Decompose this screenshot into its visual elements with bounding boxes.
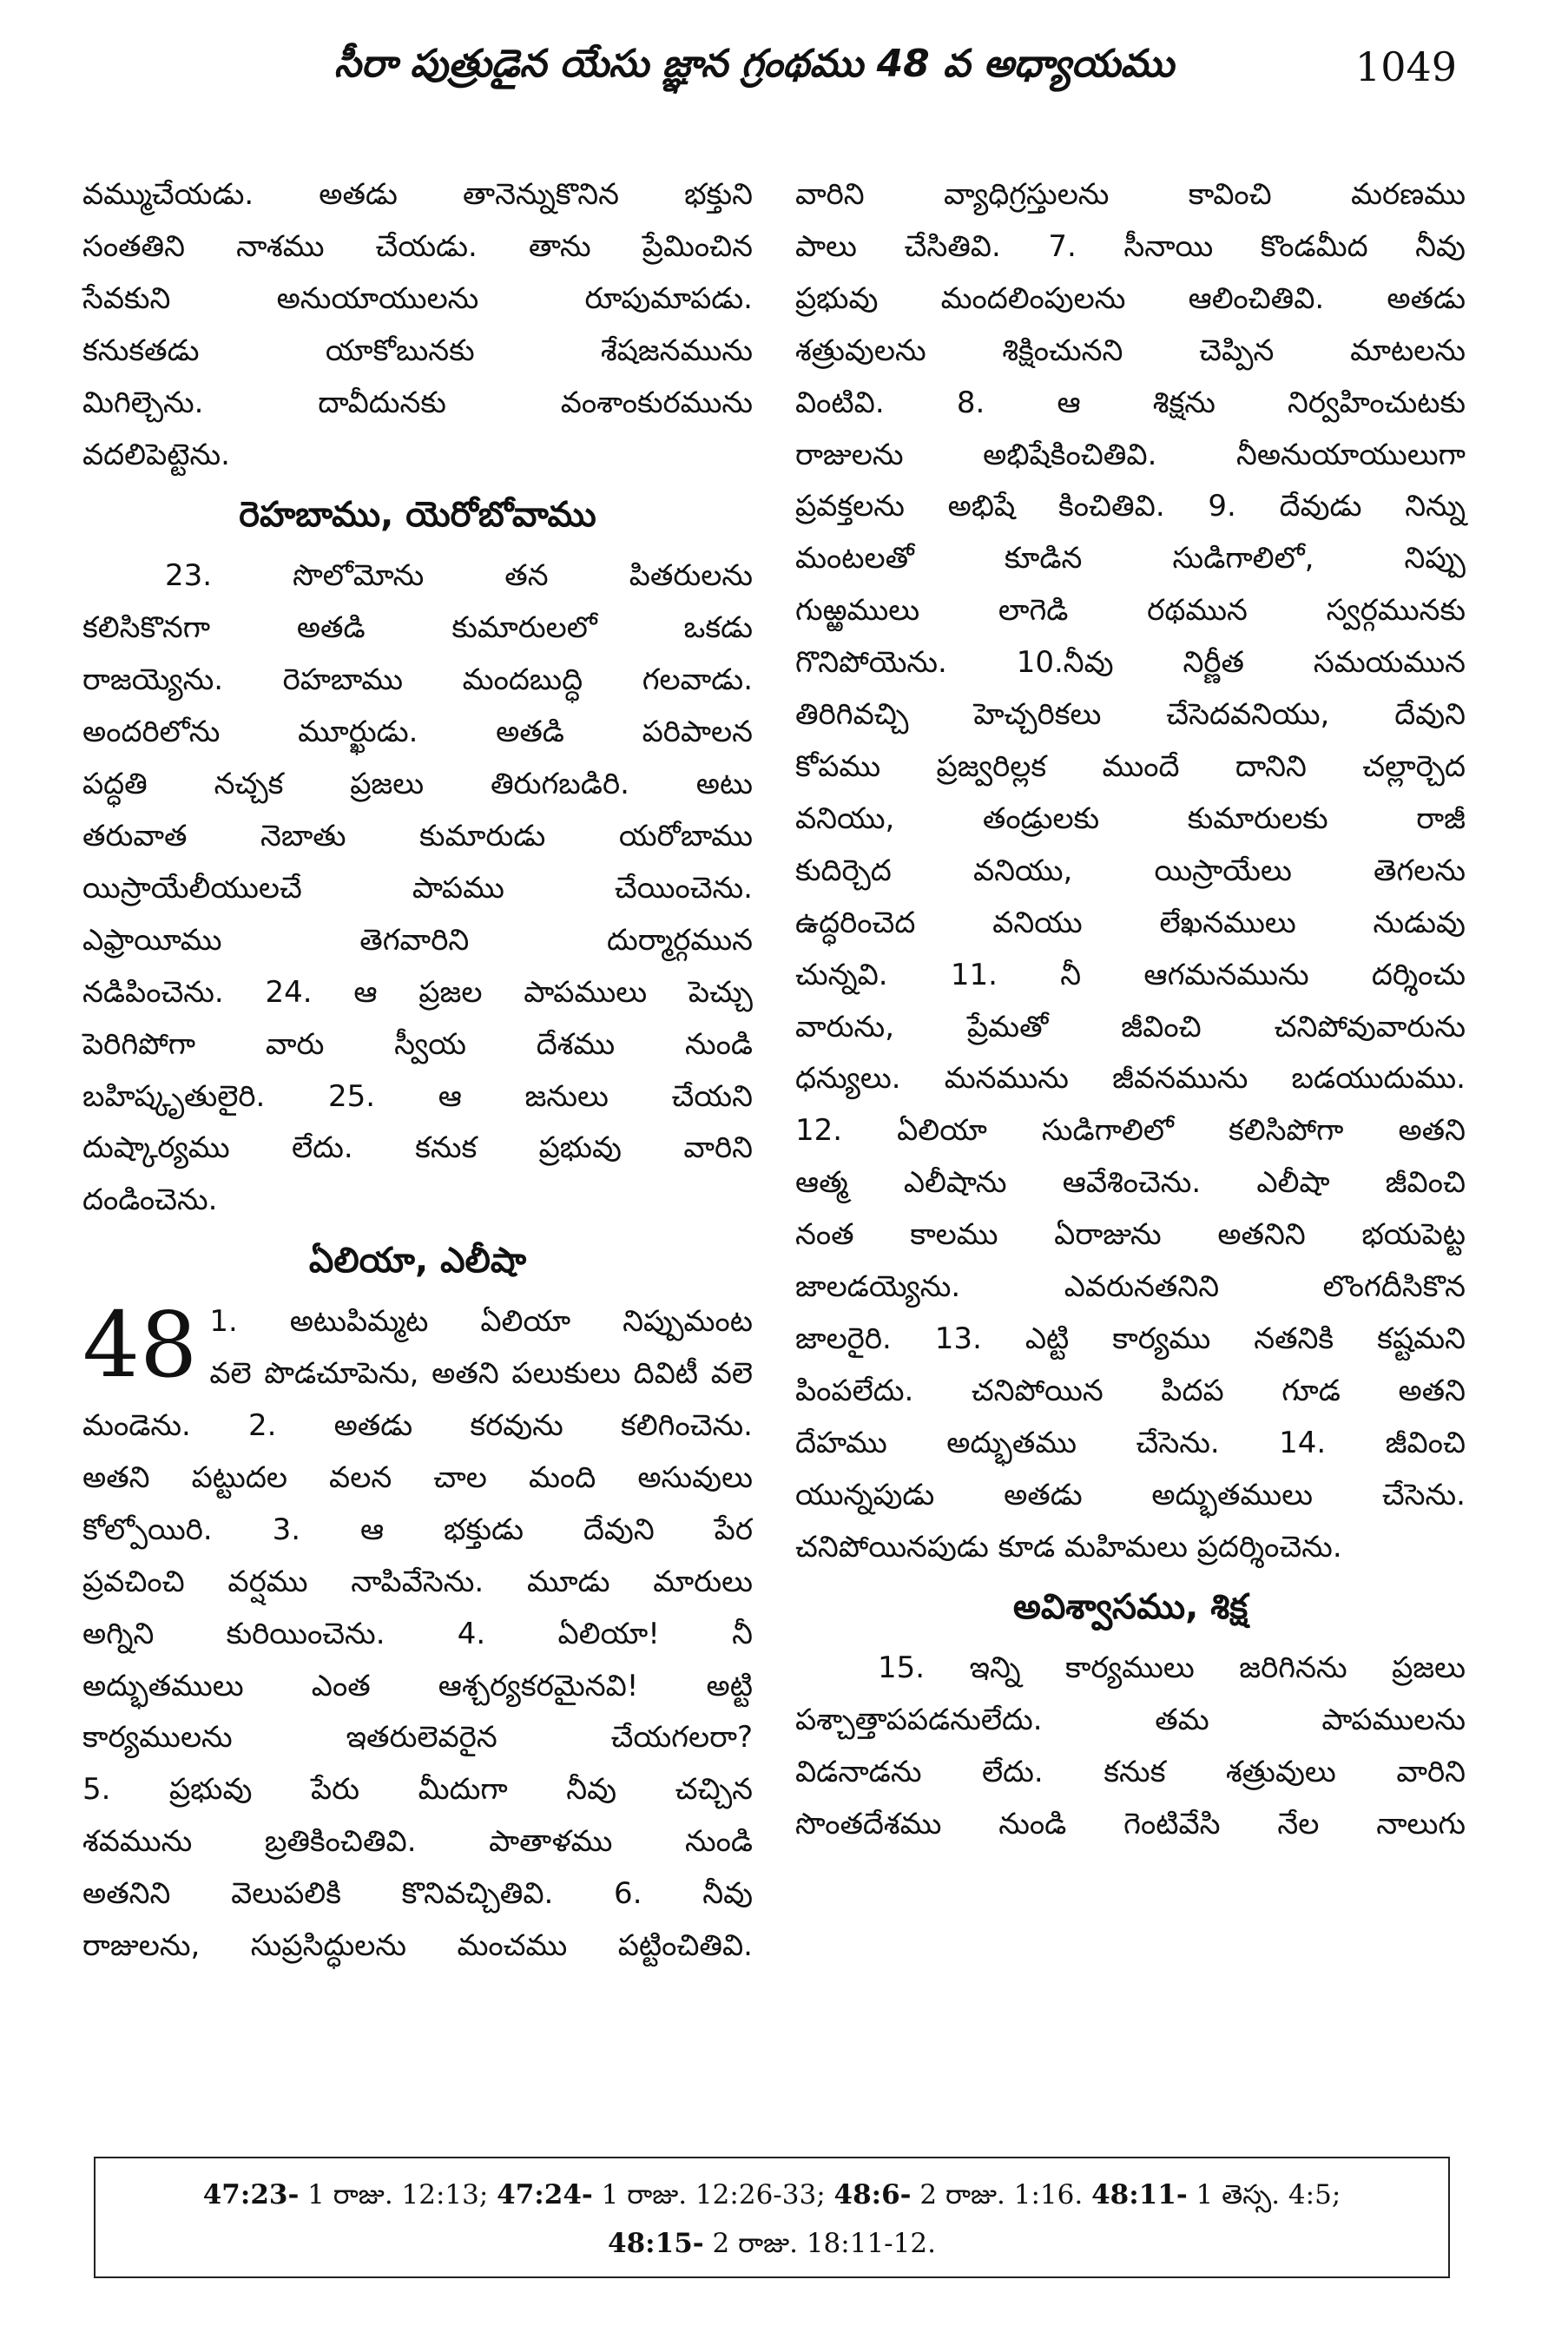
text-line: తరువాత నెబాతు కుమారుడు యరోబాము bbox=[82, 818, 753, 853]
text-line: రాజులను, సుప్రసిద్ధులను మంచము పట్టించితివి. bbox=[82, 1928, 753, 1964]
text-line: వలె పొడచూపెను, అతని పలుకులు దివిటీ వలె bbox=[209, 1356, 753, 1392]
text-line: కనుకతడు యాకోబునకు శేషజనమును bbox=[82, 333, 753, 368]
text-line: అందరిలోను మూర్ఖుడు. అతడి పరిపాలన bbox=[82, 715, 753, 750]
text-line: కోపము ప్రజ్వరిల్లక ముందే దానిని చల్లార్చెద bbox=[795, 748, 1466, 784]
text-line: శవమును బ్రతికించితివి. పాతాళము నుండి bbox=[82, 1824, 753, 1860]
text-line: 23. సొలోమోను తన పితరులను bbox=[165, 558, 753, 594]
section-heading-elijah: ఏలియా, ఎలీషా bbox=[308, 1241, 527, 1281]
intro-paragraph bbox=[82, 169, 753, 481]
text-line: కలిసికొనగా అతడి కుమారులలో ఒకడు bbox=[82, 610, 753, 646]
text-line: కోల్పోయిరి. 3. ఆ భక్తుడు దేవుని పేర bbox=[82, 1512, 753, 1547]
text-line: వారిని వ్యాధిగ్రస్తులను కావించి మరణము bbox=[795, 177, 1466, 212]
text-line: జాలడయ్యెను. ఎవరునతనిని లొంగదీసికొన bbox=[795, 1269, 1466, 1305]
section-heading-unbelief: అవిశ్వాసము, శిక్ష bbox=[1012, 1587, 1248, 1628]
text-line: శత్రువులను శిక్షించునని చెప్పిన మాటలను bbox=[795, 333, 1466, 368]
text-line: అద్భుతములు ఎంత ఆశ్చర్యకరమైనవి! అట్టి bbox=[82, 1668, 753, 1703]
section-paragraph bbox=[82, 550, 753, 1227]
footnote-line-1 bbox=[122, 2171, 1422, 2219]
text-line: ఆత్మ ఎలీషాను ఆవేశించెను. ఎలీషా జీవించి bbox=[795, 1165, 1466, 1201]
text-line: తిరిగివచ్చి హెచ్చరికలు చేసెదవనియు, దేవుని bbox=[795, 697, 1466, 733]
text-line: కార్యములను ఇతరులెవరైన చేయగలరా? bbox=[82, 1720, 753, 1756]
text-line: ప్రభువు మందలింపులను ఆలించితివి. అతడు bbox=[795, 280, 1466, 316]
text-line: యిస్రాయేలీయులచే పాపము చేయించెను. bbox=[82, 870, 753, 906]
chapter-paragraph bbox=[82, 1292, 753, 1973]
text-line: రాజులను అభిషేకించితివి. నీఅనుయాయులుగా bbox=[795, 437, 1466, 472]
footnote-text: 1 రాజు. 12:26-33; bbox=[592, 2179, 834, 2210]
footnote-ref: 47:24- bbox=[497, 2179, 593, 2210]
right-column bbox=[795, 169, 1466, 1851]
chapter-number: 48 bbox=[82, 1292, 198, 1399]
footnote-ref: 47:23- bbox=[202, 2179, 300, 2210]
text-line: వదలిపెట్టెను. bbox=[82, 437, 230, 472]
text-line: వమ్ముచేయడు. అతడు తానెన్నుకొనిన భక్తుని bbox=[82, 177, 753, 212]
text-line: మండెను. 2. అతడు కరవును కలిగించెను. bbox=[82, 1408, 753, 1444]
text-line: బహిష్కృతులైరి. 25. ఆ జనులు చేయని bbox=[82, 1078, 753, 1114]
text-line: సేవకుని అనుయాయులను రూపుమాపడు. bbox=[82, 280, 753, 316]
text-line: 1. అటుపిమ్మట ఏలియా నిప్పుమంట bbox=[209, 1304, 753, 1340]
text-line: వారును, ప్రేమతో జీవించి చనిపోవువారును bbox=[795, 1009, 1466, 1044]
text-line: వింటివి. 8. ఆ శిక్షను నిర్వహించుటకు bbox=[795, 385, 1466, 420]
text-line: యున్నపుడు అతడు అద్భుతములు చేసెను. bbox=[795, 1477, 1466, 1512]
continued-paragraph bbox=[795, 169, 1466, 1573]
text-line: చనిపోయినపుడు కూడ మహిమలు ప్రదర్శించెను. bbox=[795, 1529, 1342, 1565]
footnote-text: 1 రాజు. 12:13; bbox=[299, 2179, 497, 2210]
text-line: రాజయ్యెను. రెహబాము మందబుద్ధి గలవాడు. bbox=[82, 662, 753, 698]
page-number: 1049 bbox=[1354, 43, 1457, 90]
text-line: పశ్చాత్తాపపడనులేదు. తమ పాపములను bbox=[795, 1703, 1466, 1738]
text-line: గొనిపోయెను. 10.నీవు నిర్ణీత సమయమున bbox=[795, 645, 1466, 681]
text-line: అతనిని వెలుపలికి కొనివచ్చితివి. 6. నీవు bbox=[82, 1876, 753, 1912]
cross-reference-box bbox=[94, 2157, 1450, 2278]
text-line: పద్ధతి నచ్చక ప్రజలు తిరుగబడిరి. అటు bbox=[82, 767, 753, 802]
text-line: ప్రవక్తలను అభిషే కించితివి. 9. దేవుడు నిన్ను bbox=[795, 489, 1466, 524]
footnote-text: 2 రాజు. 18:11-12. bbox=[703, 2228, 936, 2259]
text-line: సంతతిని నాశము చేయడు. తాను ప్రేమించిన bbox=[82, 228, 753, 264]
running-head: సీరా పుత్రుడైన యేసు జ్ఞాన గ్రంథము 48 వ అధ్యాయము bbox=[334, 42, 1175, 86]
text-line: ఎఫ్రాయీము తెగవారిని దుర్మార్గమున bbox=[82, 922, 753, 958]
section-heading-rehoboam: రెహబాము, యెరోబోవాము bbox=[239, 495, 596, 536]
text-line: మంటలతో కూడిన సుడిగాలిలో, నిప్పు bbox=[795, 541, 1466, 576]
left-column bbox=[82, 169, 753, 1973]
text-line: దేహము అద్భుతము చేసెను. 14. జీవించి bbox=[795, 1425, 1466, 1460]
text-line: సొంతదేశము నుండి గెంటివేసి నేల నాలుగు bbox=[795, 1807, 1466, 1842]
text-line: కుదిర్చెద వనియు, యిస్రాయేలు తెగలను bbox=[795, 853, 1466, 888]
text-line: వనియు, తండ్రులకు కుమారులకు రాజీ bbox=[795, 800, 1466, 836]
text-line: విడనాడను లేదు. కనుక శత్రువులు వారిని bbox=[795, 1755, 1466, 1790]
text-line: 12. ఏలియా సుడిగాలిలో కలిసిపోగా అతని bbox=[795, 1113, 1466, 1149]
footnote-line-2 bbox=[122, 2219, 1422, 2268]
text-line: ధన్యులు. మనమును జీవనమును బడయుదుము. bbox=[795, 1061, 1466, 1097]
text-line: అగ్నిని కురియించెను. 4. ఏలియా! నీ bbox=[82, 1616, 753, 1651]
footnote-text: 2 రాజు. 1:16. bbox=[911, 2179, 1092, 2210]
text-line: చున్నవి. 11. నీ ఆగమనమును దర్శించు bbox=[795, 957, 1466, 992]
text-line: మిగిల్చెను. దావీదునకు వంశాంకురమును bbox=[82, 385, 753, 420]
text-line: దండించెను. bbox=[82, 1183, 218, 1218]
text-line: పింపలేదు. చనిపోయిన పిదప గూడ అతని bbox=[795, 1373, 1466, 1408]
text-line: పెరిగిపోగా వారు స్వీయ దేశము నుండి bbox=[82, 1026, 753, 1062]
text-line: నంత కాలము ఏరాజును అతనిని భయపెట్ట bbox=[795, 1217, 1466, 1253]
text-line: 5. ప్రభువు పేరు మీదుగా నీవు చచ్చిన bbox=[82, 1772, 753, 1808]
text-line: అతని పట్టుదల వలన చాల మంది అసువులు bbox=[82, 1459, 753, 1495]
footnote-ref: 48:6- bbox=[833, 2179, 912, 2210]
text-line: జాలరైరి. 13. ఎట్టి కార్యము నతనికి కష్టమని bbox=[795, 1321, 1466, 1356]
text-line: ఉద్ధరించెద వనియు లేఖనములు నుడువు bbox=[795, 905, 1466, 940]
footnote-ref: 48:15- bbox=[608, 2228, 704, 2259]
footnote-text: 1 తెస్స. 4:5; bbox=[1187, 2179, 1341, 2210]
text-line: గుఱ్ఱములు లాగెడి రథమున స్వర్గమునకు bbox=[795, 593, 1466, 629]
text-line: పాలు చేసితివి. 7. సీనాయి కొండమీద నీవు bbox=[795, 228, 1466, 264]
section-paragraph bbox=[795, 1643, 1466, 1851]
footnote-ref: 48:11- bbox=[1091, 2179, 1188, 2210]
text-line: దుష్కార్యము లేదు. కనుక ప్రభువు వారిని bbox=[82, 1130, 753, 1166]
text-line: 15. ఇన్ని కార్యములు జరిగినను ప్రజలు bbox=[878, 1650, 1466, 1686]
text-line: ప్రవచించి వర్షము నాపివేసెను. మూడు మారులు bbox=[82, 1564, 753, 1599]
text-line: నడిపించెను. 24. ఆ ప్రజల పాపములు పెచ్చు bbox=[82, 974, 753, 1010]
